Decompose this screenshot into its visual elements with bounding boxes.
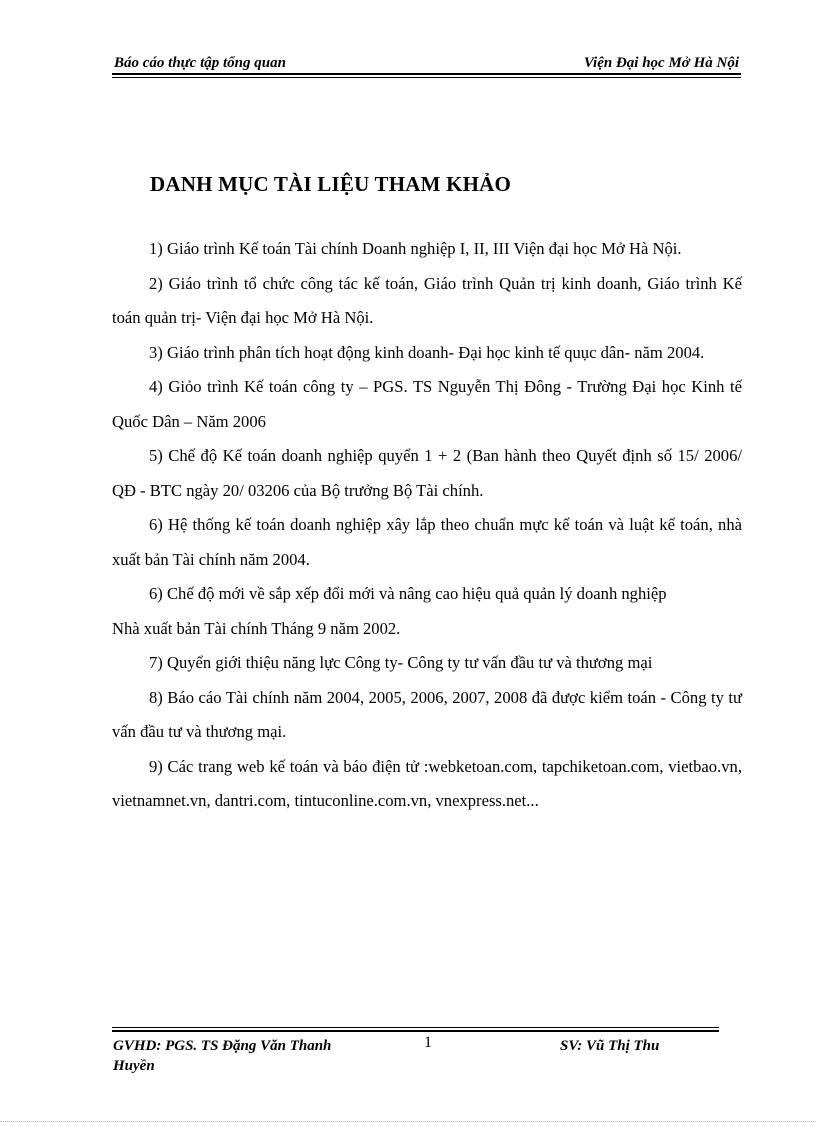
reference-item-6a: 6) Hệ thống kế toán doanh nghiệp xây lắp theo chuẩn mực kế toán và luật kế toán, nhà xuất bản Tài chính năm 2004.	[112, 515, 742, 569]
reference-item-6b: 6) Chế độ mới về sắp xếp đổi mới và nâng cao hiệu quả quản lý doanh nghiệp	[149, 584, 667, 603]
reference-item-6b-publisher: Nhà xuất bản Tài chính Tháng 9 năm 2002.	[112, 618, 401, 638]
page-bottom-dotted-rule	[0, 1121, 816, 1122]
reference-item-8: 8) Báo cáo Tài chính năm 2004, 2005, 2006, 2007, 2008 đã được kiểm toán - Công ty tư vấn đầu tư và thương mại.	[112, 687, 742, 741]
footer-rule-thick	[112, 1030, 719, 1032]
footer-rule-thin	[112, 1027, 719, 1028]
reference-item-4: 4) Giỏo trình Kế toán công ty – PGS. TS Nguyễn Thị Đông - Trường Đại học Kinh tế Quốc Dân – Năm 2006	[112, 377, 742, 431]
reference-list	[112, 232, 742, 819]
header-report-title: Báo cáo thực tập tổng quan	[114, 55, 286, 71]
reference-item-2: 2) Giáo trình tổ chức công tác kế toán, Giáo trình Quản trị kinh doanh, Giáo trình Kế toán quản trị- Viện đại học Mở Hà Nội.	[112, 273, 742, 327]
reference-item-3: 3) Giáo trình phân tích hoạt động kinh doanh- Đại học kinh tế quục dân- năm 2004.	[149, 342, 705, 362]
page-number: 1	[424, 1034, 432, 1051]
page-title: DANH MỤC TÀI LIỆU THAM KHẢO	[150, 172, 512, 197]
reference-item-7: 7) Quyển giới thiệu năng lực Công ty- Công ty tư vấn đầu tư và thương mại	[149, 653, 653, 672]
reference-item-1: 1) Giáo trình Kế toán Tài chính Doanh nghiệp I, II, III Viện đại học Mở Hà Nội.	[149, 239, 682, 258]
reference-item-5: 5) Chế độ Kế toán doanh nghiệp quyển 1 + 2 (Ban hành theo Quyết định số 15/ 2006/ QĐ - BTC ngày 20/ 03206 của Bộ trưởng Bộ Tài chính.	[112, 446, 742, 500]
header-rule-thick	[112, 73, 741, 75]
reference-item-9: 9) Các trang web kế toán và báo điện tử :webketoan.com, tapchiketoan.com, vietbao.vn, vietnamnet.vn, dantri.com, tintuconline.com.vn, vnexpress.net...	[112, 756, 742, 810]
footer-student: SV: Vũ Thị Thu	[560, 1038, 660, 1054]
footer-supervisor: GVHD: PGS. TS Đặng Văn Thanh Huyền	[113, 1038, 332, 1074]
header-rule-thin	[112, 77, 741, 78]
page-header	[112, 50, 741, 72]
header-institution: Viện Đại học Mở Hà Nội	[583, 55, 739, 71]
